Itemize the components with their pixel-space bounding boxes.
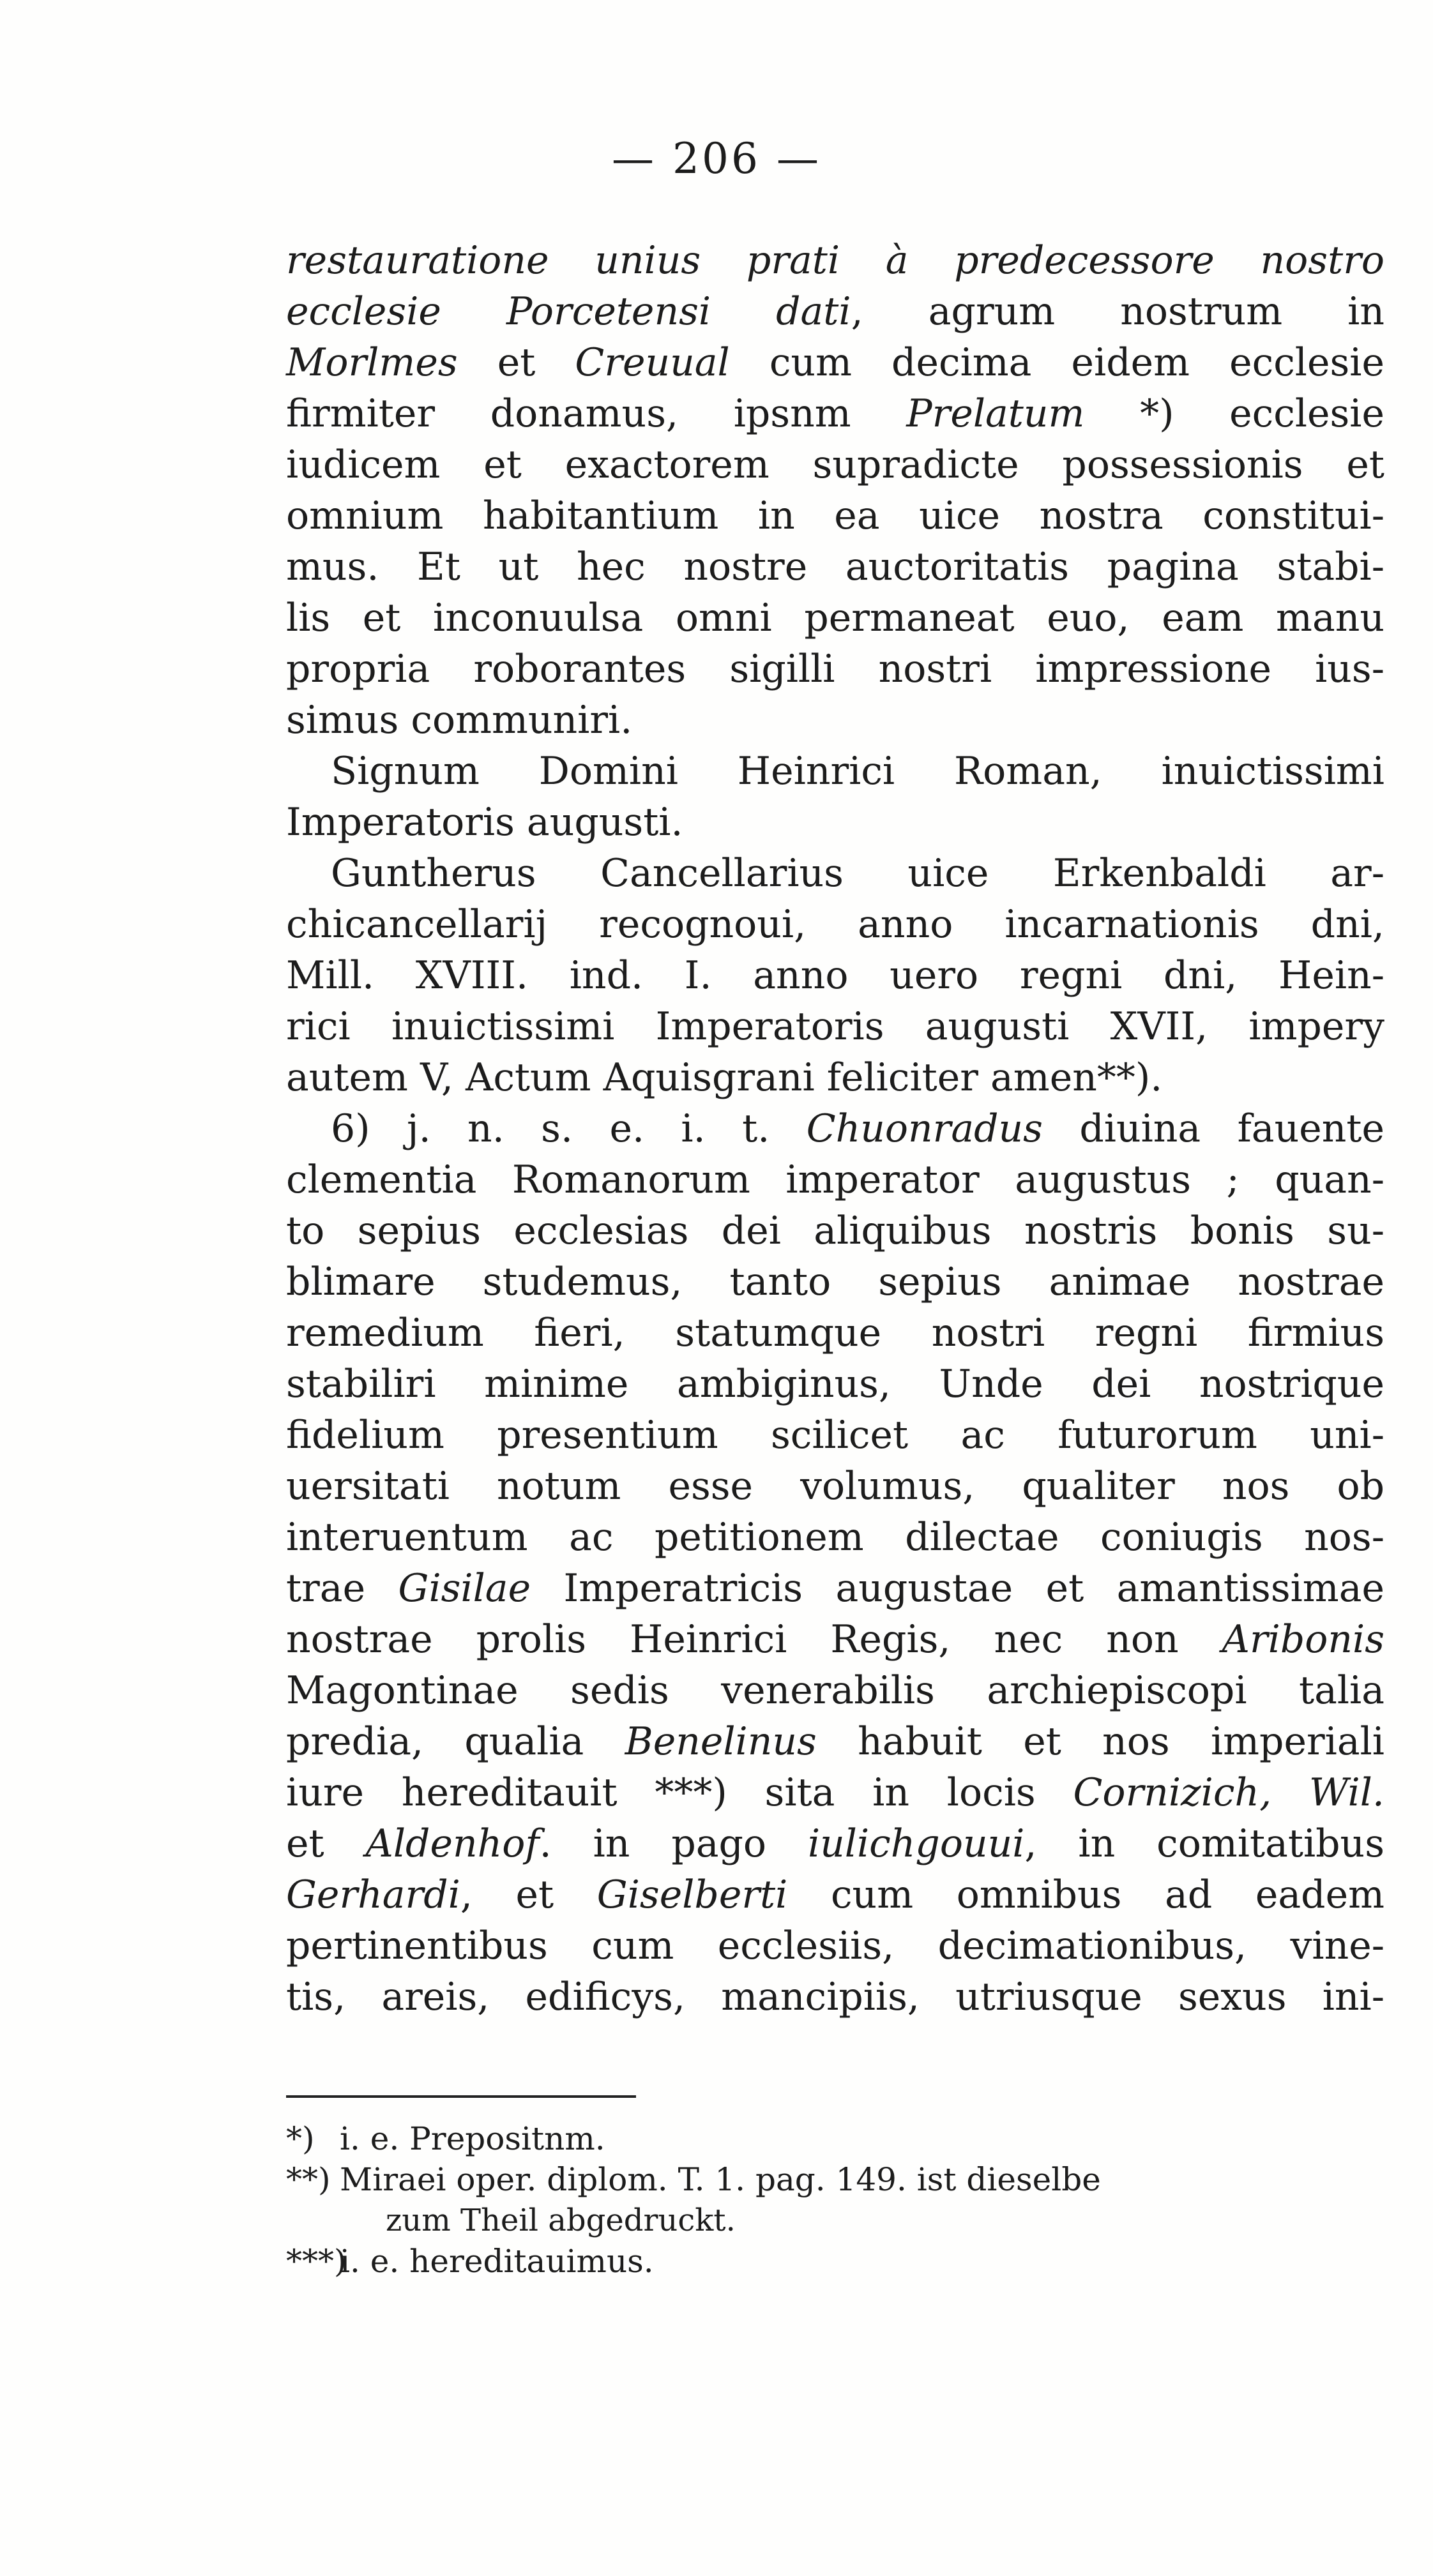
- text-segment: tis, areis, edificys, mancipiis, utriusque sexus ini-: [286, 1975, 1384, 2019]
- text-segment: pertinentibus cum ecclesiis, decimationibus, vine-: [286, 1924, 1384, 1968]
- text-segment: Imperatoris augusti.: [286, 800, 683, 845]
- text-line: [286, 541, 1384, 592]
- italic-text: Cornizich, Wil.: [1073, 1770, 1384, 1815]
- italic-text: Giselberti: [596, 1872, 788, 1917]
- text-segment: propria roborantes sigilli nostri impressione ius-: [286, 647, 1384, 691]
- text-segment: lis et inconuulsa omni permaneat euo, eam manu: [286, 596, 1384, 640]
- text-line: [286, 746, 1384, 797]
- text-line: [286, 388, 1384, 439]
- footnote: [286, 2118, 1384, 2159]
- text-line: [286, 337, 1384, 388]
- text-line: [286, 1869, 1384, 1920]
- text-segment: remedium fieri, statumque nostri regni firmius: [286, 1311, 1384, 1355]
- text-segment: Mill. XVIII. ind. I. anno uero regni dni, Hein-: [286, 953, 1384, 998]
- text-segment: uersitati notum esse volumus, qualiter nos ob: [286, 1464, 1384, 1509]
- text-segment: Signum Domini Heinrici Roman, inuictissimi: [331, 749, 1384, 794]
- text-line: [286, 1716, 1384, 1767]
- text-line: [286, 899, 1384, 950]
- text-line: [286, 1767, 1384, 1818]
- italic-text: Aribonis: [1222, 1617, 1384, 1662]
- text-segment: 6) j. n. s. e. i. t.: [331, 1106, 807, 1151]
- text-line: [286, 439, 1384, 490]
- text-line: [286, 644, 1384, 695]
- text-line: [286, 1256, 1384, 1307]
- text-segment: , in comitatibus: [1024, 1821, 1384, 1866]
- text-line: [286, 490, 1384, 541]
- text-line: [286, 1154, 1384, 1205]
- text-segment: simus communiri.: [286, 698, 633, 742]
- text-line: [286, 1052, 1384, 1103]
- text-segment: , et: [460, 1872, 597, 1917]
- text-segment: Imperatricis augustae et amantissimae: [531, 1566, 1384, 1611]
- footnote-mark: **): [286, 2161, 331, 2198]
- text-segment: habuit et nos imperiali: [816, 1719, 1384, 1764]
- text-segment: cum omnibus ad eadem: [787, 1872, 1384, 1917]
- text-line: [286, 1920, 1384, 1971]
- text-line: [286, 797, 1384, 848]
- text-segment: fidelium presentium scilicet ac futurorum uni-: [286, 1413, 1384, 1457]
- footnote-mark: ***): [286, 2243, 347, 2280]
- text-segment: predia, qualia: [286, 1719, 625, 1764]
- body-text: [286, 235, 1384, 2022]
- footnote: [286, 2159, 1384, 2200]
- text-segment: interuentum ac petitionem dilectae coniugis nos-: [286, 1515, 1384, 1560]
- italic-text: Chuonradus: [806, 1106, 1043, 1151]
- italic-text: Gerhardi: [286, 1872, 460, 1917]
- page-number: — 206 —: [612, 134, 821, 183]
- italic-text: Creuual: [575, 340, 730, 385]
- text-segment: , agrum nostrum in: [851, 289, 1385, 334]
- italic-text: Prelatum: [906, 391, 1085, 436]
- text-line: [286, 235, 1384, 286]
- footnote: [286, 2200, 1384, 2241]
- text-segment: firmiter donamus, ipsnm: [286, 391, 907, 436]
- footnote-text: i. e. Prepositnm.: [340, 2120, 605, 2157]
- text-segment: omnium habitantium in ea uice nostra constitui-: [286, 493, 1384, 538]
- italic-text: Gisilae: [398, 1566, 531, 1611]
- text-line: [286, 286, 1384, 337]
- footnote-text: zum Theil abgedruckt.: [386, 2203, 736, 2238]
- text-segment: cum decima eidem ecclesie: [729, 340, 1384, 385]
- italic-text: Morlmes: [286, 340, 458, 385]
- text-segment: restauratione unius prati à predecessore nostro: [286, 238, 1384, 283]
- text-segment: diuina fauente: [1042, 1106, 1384, 1151]
- text-line: [286, 1410, 1384, 1461]
- text-segment: mus. Et ut hec nostre auctoritatis pagina stabi-: [286, 545, 1384, 589]
- text-segment: autem V, Actum Aquisgrani feliciter amen**).: [286, 1055, 1163, 1100]
- text-segment: blimare studemus, tanto sepius animae nostrae: [286, 1260, 1384, 1304]
- text-segment: et: [286, 1821, 366, 1866]
- text-line: [286, 848, 1384, 899]
- footnote-text: i. e. hereditauimus.: [340, 2243, 654, 2280]
- text-segment: chicancellarij recognoui, anno incarnationis dni,: [286, 902, 1384, 947]
- italic-text: ecclesie Porcetensi dati: [286, 289, 851, 334]
- text-segment: . in pago: [539, 1821, 808, 1866]
- text-line: [286, 592, 1384, 644]
- text-segment: to sepius ecclesias dei aliquibus nostris bonis su-: [286, 1209, 1384, 1253]
- text-segment: et: [457, 340, 575, 385]
- footnote-divider: [286, 2095, 636, 2098]
- italic-text: Benelinus: [625, 1719, 817, 1764]
- text-segment: Guntherus Cancellarius uice Erkenbaldi ar-: [331, 851, 1384, 896]
- text-segment: *) ecclesie: [1084, 391, 1385, 436]
- text-line: [286, 1614, 1384, 1665]
- footnotes: [286, 2118, 1384, 2282]
- text-line: [286, 1818, 1384, 1869]
- text-line: [286, 1563, 1384, 1614]
- footnote-mark: *): [286, 2120, 315, 2157]
- text-segment: Magontinae sedis venerabilis archiepiscopi talia: [286, 1668, 1384, 1713]
- footnote: [286, 2241, 1384, 2282]
- text-line: [286, 1307, 1384, 1359]
- text-line: [286, 1971, 1384, 2022]
- text-line: [286, 950, 1384, 1001]
- text-line: [286, 1359, 1384, 1410]
- footnote-text: Miraei oper. diplom. T. 1. pag. 149. ist dieselbe: [340, 2161, 1101, 2198]
- italic-text: iulichgouui: [807, 1821, 1025, 1866]
- text-line: [286, 1205, 1384, 1256]
- text-line: [286, 1461, 1384, 1512]
- text-line: [286, 695, 1384, 746]
- text-segment: iudicem et exactorem supradicte possessionis et: [286, 442, 1384, 487]
- text-line: [286, 1001, 1384, 1052]
- text-line: [286, 1103, 1384, 1154]
- italic-text: Aldenhof: [365, 1821, 540, 1866]
- text-line: [286, 1665, 1384, 1716]
- text-segment: rici inuictissimi Imperatoris augusti XVII, impery: [286, 1004, 1384, 1049]
- text-segment: clementia Romanorum imperator augustus ; quan-: [286, 1157, 1384, 1202]
- text-line: [286, 1512, 1384, 1563]
- text-segment: iure hereditauit ***) sita in locis: [286, 1770, 1073, 1815]
- text-segment: stabiliri minime ambiginus, Unde dei nostrique: [286, 1362, 1384, 1406]
- text-segment: trae: [286, 1566, 398, 1611]
- text-segment: nostrae prolis Heinrici Regis, nec non: [286, 1617, 1222, 1662]
